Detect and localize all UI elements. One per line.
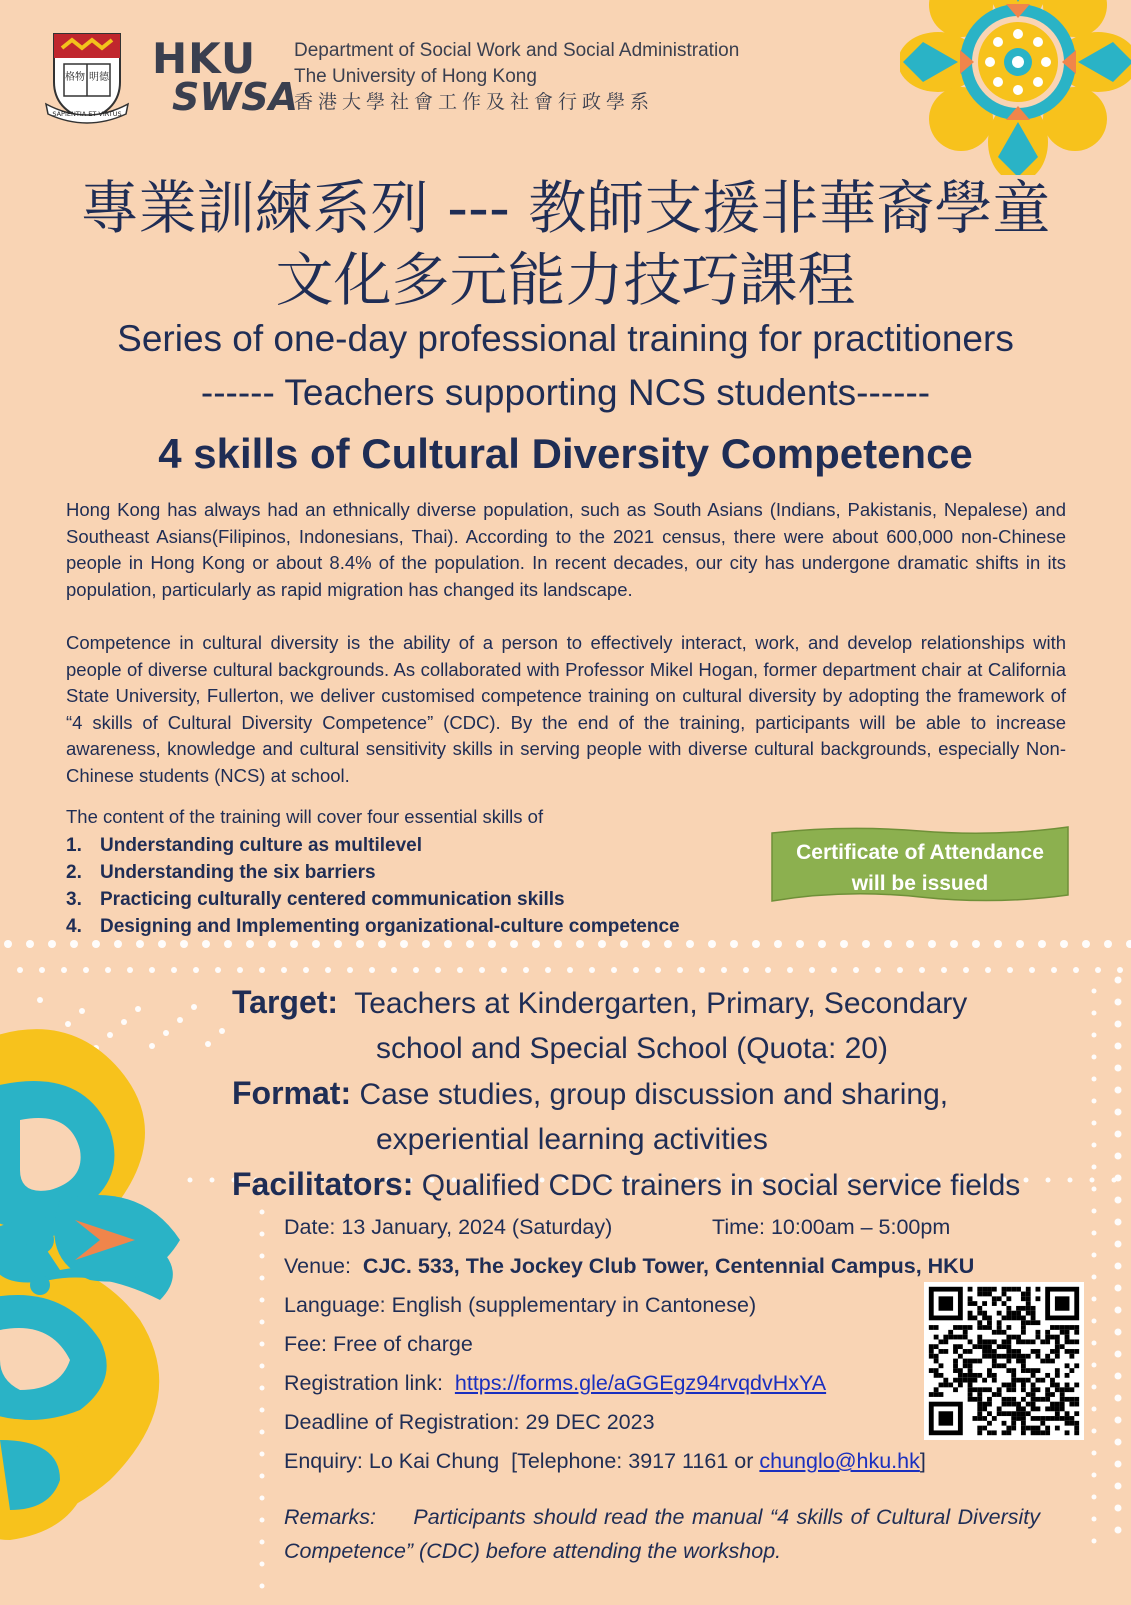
list-item: 3. Practicing culturally centered communication skills xyxy=(66,889,565,910)
language-value: English (supplementary in Cantonese) xyxy=(391,1293,757,1317)
language-label: Language: xyxy=(284,1293,386,1317)
enquiry-phone: [Telephone: 3917 1161 or xyxy=(511,1449,754,1473)
chinese-title-line1: 專業訓練系列 --- 教師支援非華裔學童 xyxy=(80,174,1051,242)
time-value: 10:00am – 5:00pm xyxy=(770,1215,951,1239)
remarks-text: Participants should read the manual “4 skills of Cultural Diversity Competence” (CDC) before attending the workshop. xyxy=(284,1505,1040,1563)
crest-motto: SAPIENTIA ET VIRTUS xyxy=(52,110,122,118)
registration-qr-code[interactable] xyxy=(924,1282,1084,1440)
facilitators-row xyxy=(232,1162,1112,1208)
facilitators-label: Facilitators: xyxy=(232,1166,414,1202)
enquiry-row xyxy=(284,1442,1084,1481)
registration-link[interactable]: https://forms.gle/aGGEgz94rvqdvHxYA xyxy=(454,1371,827,1395)
crest-char-left: 格物 xyxy=(65,72,85,83)
department-name xyxy=(294,38,739,116)
list-item: 1. Understanding culture as multilevel xyxy=(66,835,423,856)
target-line2: school and Special School (Quota: 20) xyxy=(376,1032,888,1065)
dept-en-line1: Department of Social Work and Social Administration xyxy=(294,40,740,61)
crest-char-right: 明德 xyxy=(89,72,109,83)
intro-paragraph-2: Competence in cultural diversity is the ability of a person to effectively interact, work, and develop relationships with people of diverse cultural backgrounds. As collaborated with Professor Mikel Hogan, former department chair at California State University, Fullerton, we deliver customised competence training on cultural diversity by adopting the framework of “4 skills of Cultural Diversity Competence” (CDC). By the end of the training, participants will be able to increase awareness, knowledge and cultural sensitivity skills in serving people with diverse cultural backgrounds, especially Non-Chinese students (NCS) at school. xyxy=(66,632,1066,786)
remarks-label: Remarks: xyxy=(284,1505,376,1529)
target-label: Target: xyxy=(232,984,339,1020)
hku-swsa-logo xyxy=(152,34,299,120)
facilitators-text: Qualified CDC trainers in social service fields xyxy=(421,1169,1021,1202)
mandala-decoration-left xyxy=(0,1029,180,1540)
format-row xyxy=(232,1071,1112,1117)
chinese-title-line2: 文化多元能力技巧課程 xyxy=(275,246,856,314)
event-info-section xyxy=(232,980,1112,1208)
english-main-title: 4 skills of Cultural Diversity Competence xyxy=(158,430,973,477)
registration-label: Registration link: xyxy=(284,1371,443,1395)
format-label: Format: xyxy=(232,1075,352,1111)
mandala-decoration-top xyxy=(900,0,1131,175)
english-subtitle-2: ------ Teachers supporting NCS students------ xyxy=(200,372,931,413)
intro-paragraph-1: Hong Kong has always had an ethnically diverse population, such as South Asians (Indians, Pakistanis, Nepalese) and Southeast Asians(Filipinos, Indonesians, Thai). According to the 2021 census, there were about 600,000 non-Chinese people in Hong Kong or about 8.4% of the population. In recent decades, our city has undergone dramatic shifts in its population, particularly as rapid migration has changed its landscape. xyxy=(66,499,1066,600)
enquiry-label: Enquiry: xyxy=(284,1449,363,1473)
remarks xyxy=(284,1500,1040,1568)
english-subtitle-1: Series of one-day professional training for practitioners xyxy=(117,318,1014,359)
hku-crest-logo xyxy=(42,30,132,126)
skills-list xyxy=(66,832,680,940)
venue-row xyxy=(284,1247,1084,1286)
logo-swsa-text: SWSA xyxy=(172,75,299,119)
logo-hku-text: HKU xyxy=(152,34,257,83)
time-info xyxy=(712,1208,950,1247)
deadline-label: Deadline of Registration: xyxy=(284,1410,520,1434)
enquiry-name: Lo Kai Chung xyxy=(368,1449,500,1473)
dept-en-line2: The University of Hong Kong xyxy=(294,66,537,87)
chinese-title xyxy=(0,172,1131,316)
date-value: 13 January, 2024 (Saturday) xyxy=(341,1215,613,1239)
enquiry-email-link[interactable]: chunglo@hku.hk xyxy=(759,1449,920,1473)
time-label: Time: xyxy=(712,1215,765,1239)
skills-intro: The content of the training will cover four essential skills of xyxy=(66,806,544,827)
deadline-value: 29 DEC 2023 xyxy=(525,1410,655,1434)
list-item: 4. Designing and Implementing organizational-culture competence xyxy=(66,916,680,937)
fee-value: Free of charge xyxy=(333,1332,473,1356)
dept-zh: 香港大學社會工作及社會行政學系 xyxy=(294,92,655,113)
list-item: 2. Understanding the six barriers xyxy=(66,862,376,883)
enquiry-close: ] xyxy=(919,1449,926,1473)
certificate-line2: will be issued xyxy=(851,872,989,895)
target-line1: Teachers at Kindergarten, Primary, Secondary xyxy=(354,987,968,1020)
date-time-row xyxy=(284,1208,1084,1247)
target-row xyxy=(232,980,1112,1026)
certificate-banner xyxy=(770,825,1070,903)
format-line1: Case studies, group discussion and sharing, xyxy=(359,1078,949,1111)
format-line2: experiential learning activities xyxy=(376,1123,768,1156)
certificate-line1: Certificate of Attendance xyxy=(796,841,1044,864)
venue-label: Venue: xyxy=(284,1254,351,1278)
date-label: Date: xyxy=(284,1215,336,1239)
fee-label: Fee: xyxy=(284,1332,328,1356)
venue-value: CJC. 533, The Jockey Club Tower, Centennial Campus, HKU xyxy=(362,1254,975,1278)
